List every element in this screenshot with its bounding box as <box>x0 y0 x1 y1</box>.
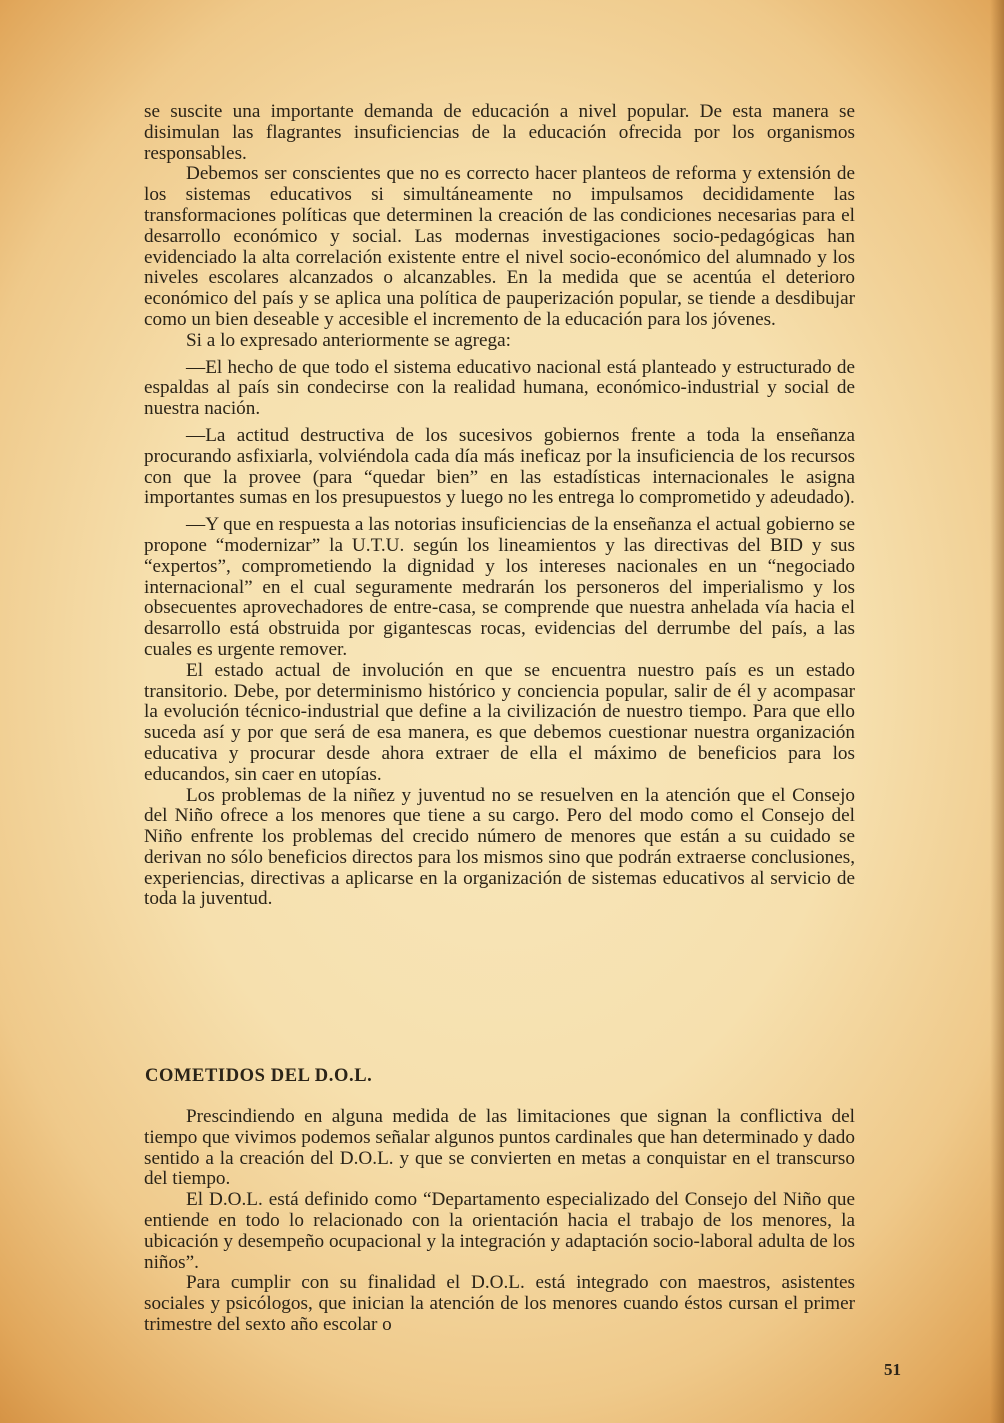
page-number: 51 <box>884 1360 901 1379</box>
paragraph-continuation: se suscite una importante demanda de educación a nivel popular. De esta manera se disimulan las flagrantes insuficiencias de la educación ofrecida por los organismos responsables. <box>144 101 855 164</box>
paragraph-dol-staff: Para cumplir con su finalidad el D.O.L. está integrado con maestros, asistentes sociales y psicólogos, que inician la atención de los menores cuando éstos cursan el primer trimestre del sexto año escolar o <box>144 1272 855 1335</box>
paragraph-dol-definition: El D.O.L. está definido como “Departamento especializado del Consejo del Niño que entiende en todo lo relacionado con la orientación hacia el trabajo de los menores, la ubicación y desempeño ocupacional y la integración y adaptación socio-laboral adulta de los niños”. <box>144 1189 855 1273</box>
paragraph-consejo-nino: Los problemas de la niñez y juventud no se resuelven en la atención que el Consejo del Niño ofrece a los menores que tiene a su cargo. Pero del modo como el Consejo del Niño enfrente los problemas del crecido número de menores que están a su cuidado se derivan no sólo beneficios directos para los mismos sino que podrán extraerse conclusiones, experiencias, directivas a aplicarse en la organización de sistemas educativos al servicio de toda la juventud. <box>144 784 855 910</box>
paragraph-cardinal-points: Prescindiendo en alguna medida de las limitaciones que signan la conflictiva del tiempo que vivimos podemos señalar algunos puntos cardinales que han determinado y dado sentido a la creación del D.O.L. y que se convierten en metas a conquistar en el transcurso del tiempo. <box>144 1106 855 1190</box>
page-edge-shadow <box>990 0 1004 1423</box>
dash-item-utu: —Y que en respuesta a las notorias insuficiencias de la enseñanza el actual gobierno se propone “modernizar” la U.T.U. según los lineamientos y las directivas del BID y sus “expertos”, comprometiendo la dignidad y los intereses nacionales en un “negociado internacional” en el cual seguramente medrarán los personeros del imperialismo y los obsecuentes aprovechadores de entre-casa, se comprende que nuestra anhelada vía hacia el desarrollo está obstruida por gigantescas rocas, evidencias del derrumbe del país, a las cuales es urgente remover. <box>144 514 855 660</box>
section-heading: COMETIDOS DEL D.O.L. <box>145 1066 373 1086</box>
body-text-lower <box>144 1107 855 1336</box>
dash-item-education-system: —El hecho de que todo el sistema educativo nacional está planteado y estructurado de espaldas al país sin condecirse con la realidad humana, económico-industrial y social de nuestra nación. <box>144 356 855 420</box>
paragraph-involution: El estado actual de involución en que se encuentra nuestro país es un estado transitorio. Debe, por determinismo histórico y conciencia popular, salir de él y acompasar la evolución técnico-industrial que define a la civilización de nuestro tiempo. Para que ello suceda así y por que será de esa manera, es que debemos cuestionar nuestra organización educativa y procurar desde ahora extraer de ella el máximo de beneficios para los educandos, sin caer en utopías. <box>144 659 855 785</box>
body-text-upper <box>144 102 855 910</box>
dash-item-governments: —La actitud destructiva de los sucesivos gobiernos frente a toda la enseñanza procurando asfixiarla, volviéndola cada día más ineficaz por la insuficiencia de los recursos con que la provee (para “quedar bien” en las estadísticas internacionales le asigna importantes sumas en los presupuestos y luego no les entrega lo comprometido y adeudado). <box>144 424 855 509</box>
paragraph-reform: Debemos ser conscientes que no es correcto hacer planteos de reforma y extensión de los sistemas educativos si simultáneamente no impulsamos decididamente las transformaciones políticas que determinen la creación de las condiciones necesarias para el desarrollo económico y social. Las modernas investigaciones socio-pedagógicas han evidenciado la alta correlación existente entre el nivel socio-económico del alumnado y los niveles escolares alcanzados o alcanzables. En la medida que se acentúa el deterioro económico del país y se aplica una política de pauperización popular, se tiende a desdibujar como un bien deseable y accesible el incremento de la educación para los jóvenes. <box>144 163 855 330</box>
paragraph-intro-list: Si a lo expresado anteriormente se agrega: <box>186 329 511 351</box>
